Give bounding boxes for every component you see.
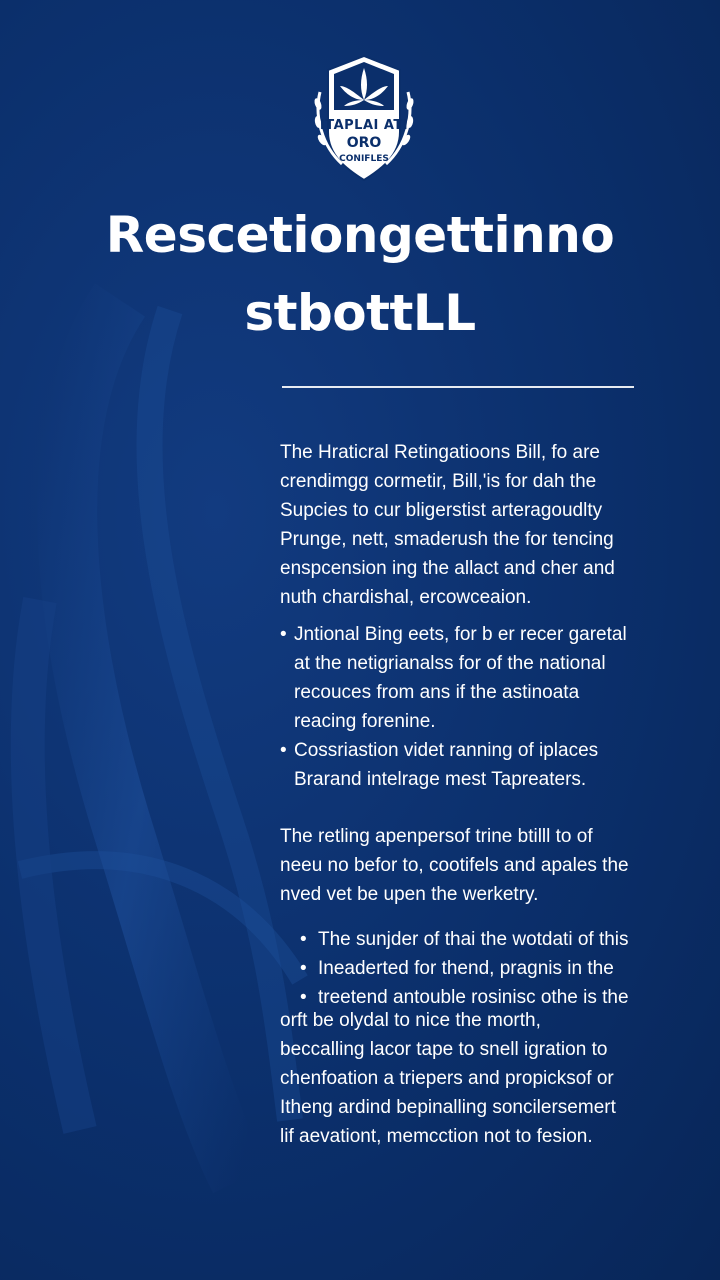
text-line: Ineaderted for thend, pragnis in the [318, 958, 614, 979]
second-paragraph [280, 822, 700, 909]
text-line: orft be olydal to nice the morth, [280, 1010, 541, 1031]
bullet: • [280, 740, 287, 761]
page-title [0, 196, 720, 352]
list-item [280, 954, 700, 983]
text-line: The Hraticral Retingatioons Bill, fo are [280, 442, 600, 463]
bullet-list-secondary [280, 925, 700, 1012]
text-line: Supcies to cur bligerstist arteragoudlty [280, 500, 603, 521]
list-item [280, 620, 700, 736]
text-line: chenfoation a triepers and propicksof or [280, 1068, 614, 1089]
text-line: beccalling lacor tape to snell igration to [280, 1039, 608, 1060]
bullet-list [280, 620, 700, 794]
emblem-logo [308, 52, 420, 184]
bullet: • [300, 929, 307, 950]
intro-paragraph [280, 438, 700, 612]
bullet: • [280, 624, 287, 645]
emblem-text-line1: ITAPLAI ATI [319, 118, 409, 133]
list-item [280, 925, 700, 954]
text-line: Itheng ardind bepinalling soncilersemert [280, 1097, 616, 1118]
text-line: The sunjder of thai the wotdati of this [318, 929, 629, 950]
text-line: Prunge, nett, smaderush the for tencing [280, 529, 614, 550]
title-line: stbottLL [244, 284, 476, 342]
emblem-text-line2: ORO [346, 135, 382, 151]
text-line: crendimgg cormetir, Bill,'is for dah the [280, 471, 597, 492]
emblem-text-line3: CONIFLES [339, 154, 389, 164]
list-item [280, 736, 700, 794]
text-line: enspcension ing the allact and cher and [280, 558, 615, 579]
text-line: neeu no befor to, cootifels and apales the [280, 855, 629, 876]
text-line: The retling apenpersof trine btilll to of [280, 826, 593, 847]
text-line: at the netigrianalss for of the national [294, 653, 606, 674]
text-line: Jntional Bing eets, for b er recer garetal [294, 624, 627, 645]
text-line: Brarand intelrage mest Tapreaters. [294, 769, 587, 790]
text-line: nuth chardishal, ercowceaion. [280, 587, 532, 608]
text-line: reacing forenine. [294, 711, 436, 732]
closing-paragraph [280, 1006, 700, 1151]
text-line: treetend antouble rosinisc othe is the [318, 987, 629, 1008]
bullet: • [300, 987, 307, 1008]
text-line: recouces from ans if the astinoata [294, 682, 580, 703]
text-line: lif aevationt, memcction not to fesion. [280, 1126, 593, 1147]
bullet: • [300, 958, 307, 979]
divider [282, 386, 634, 388]
text-line: nved vet be upen the werketry. [280, 884, 539, 905]
title-line: Rescetiongettinno [105, 206, 615, 264]
text-line: Cossriastion videt ranning of iplaces [294, 740, 599, 761]
